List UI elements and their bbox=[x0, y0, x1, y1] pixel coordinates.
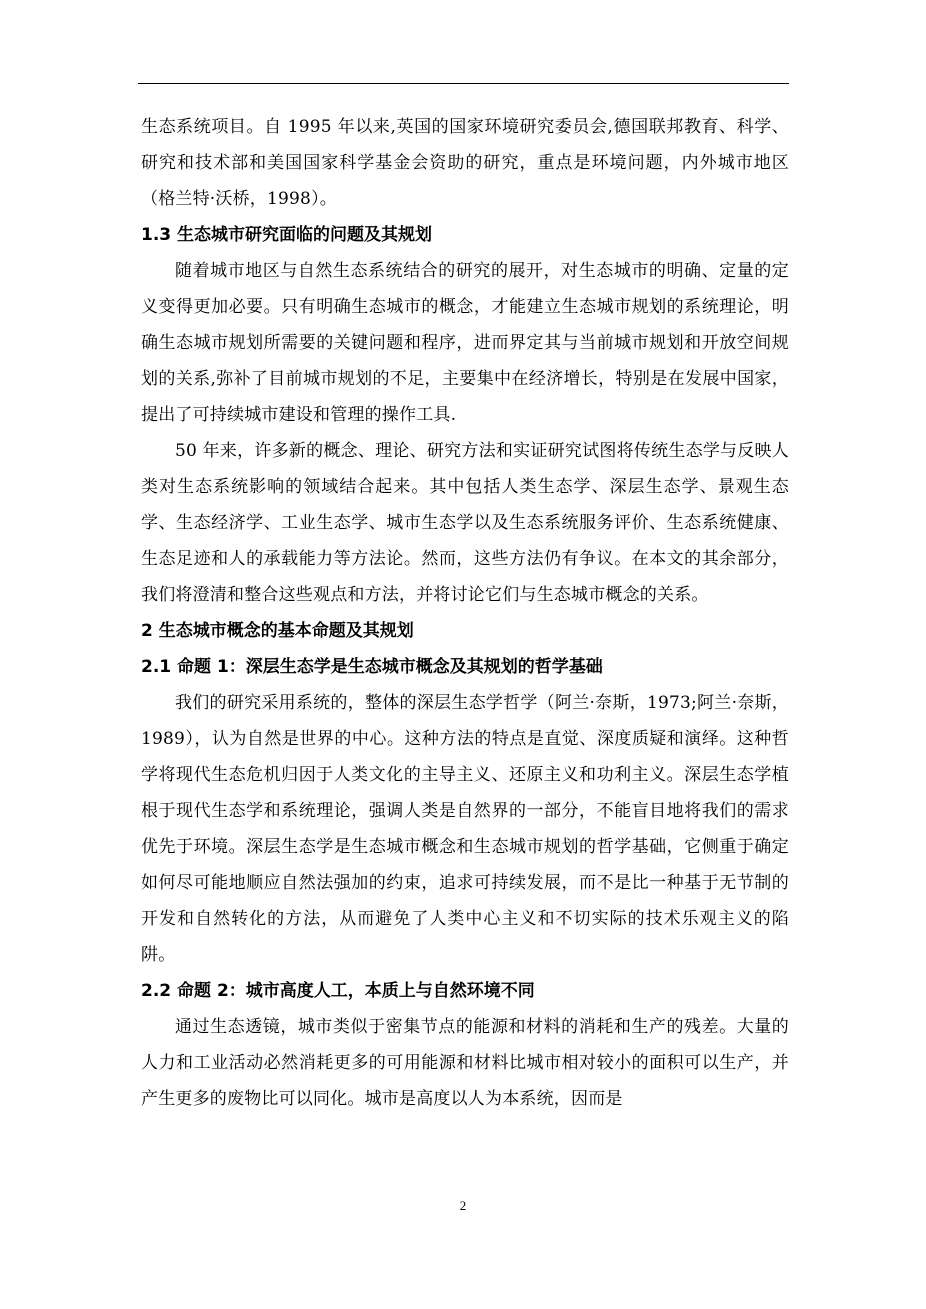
section-heading-2-2: 2.2 命题 2：城市高度人工，本质上与自然环境不同 bbox=[141, 981, 535, 1001]
header-rule bbox=[138, 83, 789, 84]
paragraph-continuation: 生态系统项目。自 1995 年以来,英国的国家环境研究委员会,德国联邦教育、科学、研究和技术部和美国国家科学基金会资助的研究，重点是环境问题，内外城市地区（格兰特·沃桥，1998）。 bbox=[141, 117, 789, 209]
section-heading-1-3: 1.3 生态城市研究面临的问题及其规划 bbox=[141, 225, 433, 245]
document-body bbox=[141, 109, 789, 1117]
page-number: 2 bbox=[459, 1198, 467, 1213]
paragraph-definition: 随着城市地区与自然生态系统结合的研究的展开，对生态城市的明确、定量的定义变得更加必要。只有明确生态城市的概念，才能建立生态城市规划的系统理论，明确生态城市规划所需要的关键问题和程序，进而界定其与当前城市规划和开放空间规划的关系,弥补了目前城市规划的不足，主要集中在经济增长，特别是在发展中国家，提出了可持续城市建设和管理的操作工具. bbox=[141, 261, 789, 425]
paragraph-ecological-lens: 通过生态透镜，城市类似于密集节点的能源和材料的消耗和生产的残差。大量的人力和工业活动必然消耗更多的可用能源和材料比城市相对较小的面积可以生产，并产生更多的废物比可以同化。城市是高度以人为本系统，因而是 bbox=[141, 1017, 789, 1109]
paragraph-deep-ecology: 我们的研究采用系统的，整体的深层生态学哲学（阿兰·奈斯，1973;阿兰·奈斯，1989），认为自然是世界的中心。这种方法的特点是直觉、深度质疑和演绎。这种哲学将现代生态危机归因于人类文化的主导主义、还原主义和功利主义。深层生态学植根于现代生态学和系统理论，强调人类是自然界的一部分，不能盲目地将我们的需求优先于环境。深层生态学是生态城市概念和生态城市规划的哲学基础，它侧重于确定如何尽可能地顺应自然法强加的约束，追求可持续发展，而不是比一种基于无节制的开发和自然转化的方法，从而避免了人类中心主义和不切实际的技术乐观主义的陷阱。 bbox=[141, 693, 789, 965]
section-heading-2: 2 生态城市概念的基本命题及其规划 bbox=[141, 621, 414, 641]
paragraph-fifty-years: 50 年来，许多新的概念、理论、研究方法和实证研究试图将传统生态学与反映人类对生态系统影响的领域结合起来。其中包括人类生态学、深层生态学、景观生态学、生态经济学、工业生态学、城市生态学以及生态系统服务评价、生态系统健康、生态足迹和人的承载能力等方法论。然而，这些方法仍有争议。在本文的其余部分，我们将澄清和整合这些观点和方法，并将讨论它们与生态城市概念的关系。 bbox=[141, 441, 789, 605]
section-heading-2-1: 2.1 命题 1：深层生态学是生态城市概念及其规划的哲学基础 bbox=[141, 657, 603, 677]
